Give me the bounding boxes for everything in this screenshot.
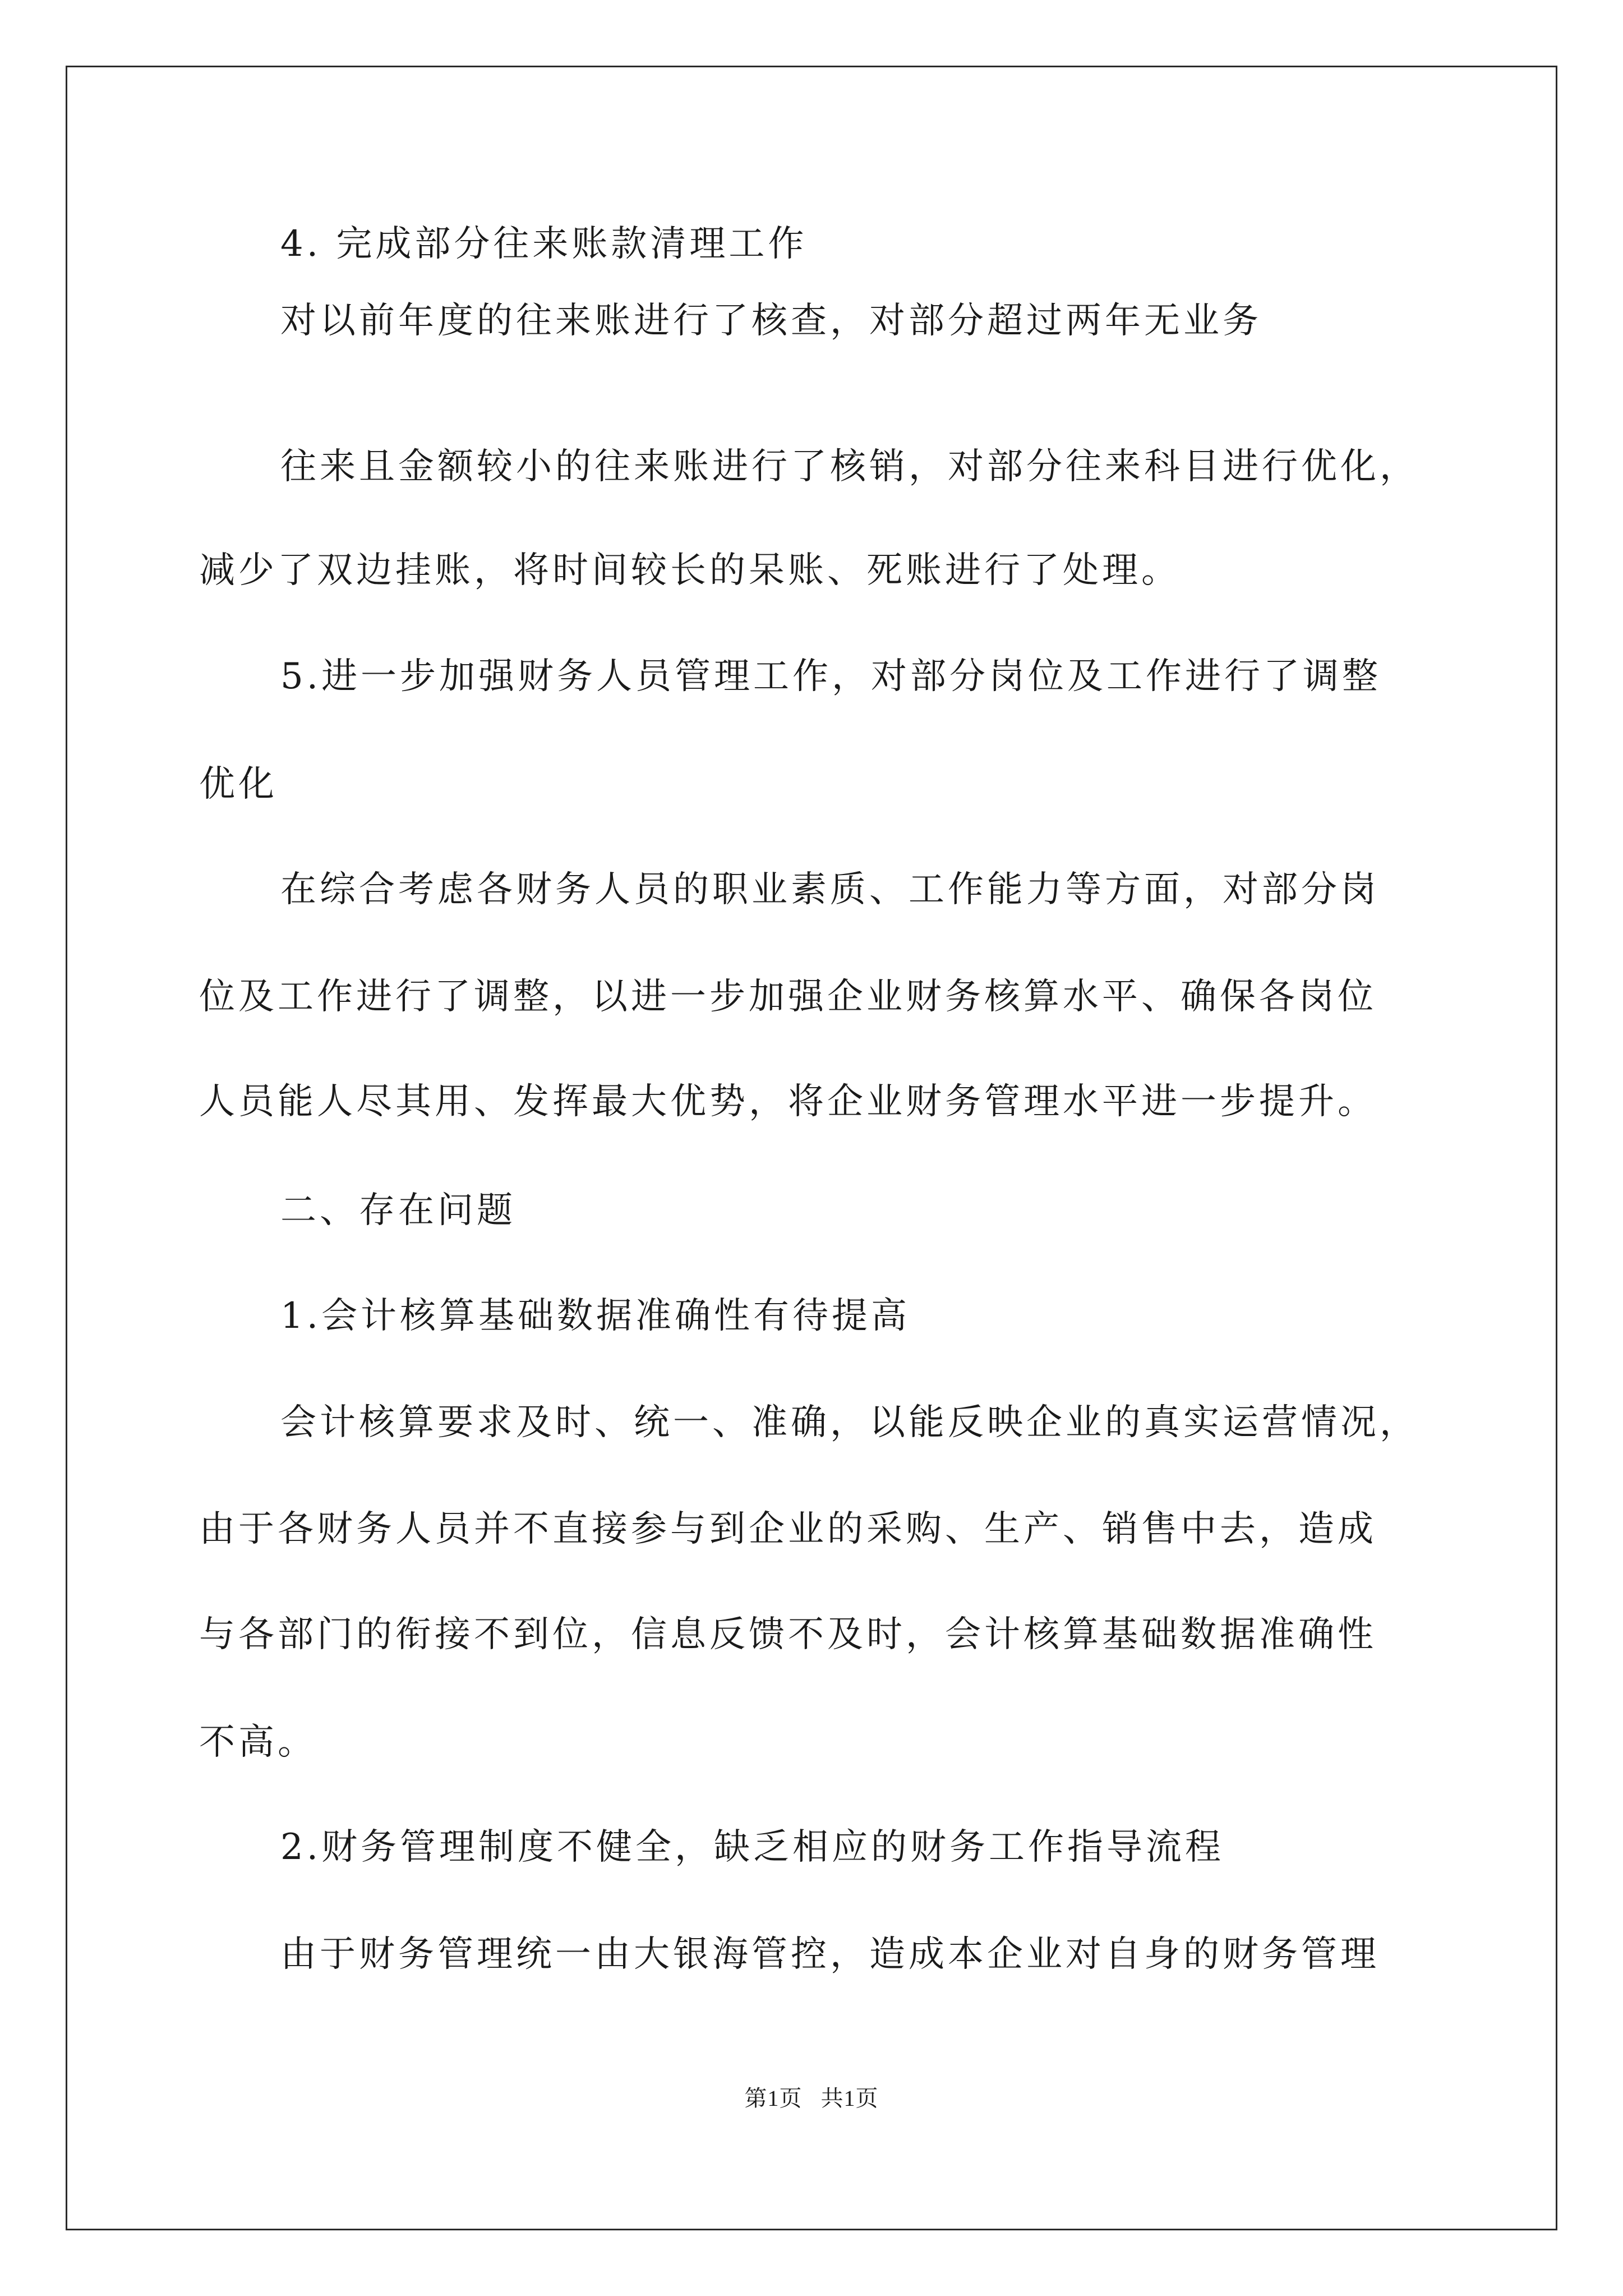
paragraph-line: 由于财务管理统一由大银海管控，造成本企业对自身的财务管理 (280, 1934, 1380, 1975)
paragraph-line: 由于各财务人员并不直接参与到企业的采购、生产、销售中去，造成 (199, 1508, 1377, 1550)
heading-item-5-continued: 优化 (199, 763, 278, 805)
paragraph-line: 往来且金额较小的往来账进行了核销，对部分往来科目进行优化， (280, 446, 1419, 487)
section-heading: 二、存在问题 (280, 1190, 516, 1231)
page-border (66, 66, 1557, 2230)
heading-item-1: 1.会计核算基础数据准确性有待提高 (280, 1295, 911, 1337)
page-number: 第1页 (744, 2086, 803, 2111)
heading-item-4: 4. 完成部分往来账款清理工作 (280, 223, 808, 265)
paragraph-line: 减少了双边挂账，将时间较长的呆账、死账进行了处理。 (199, 550, 1181, 591)
heading-item-5: 5.进一步加强财务人员管理工作，对部分岗位及工作进行了调整 (280, 656, 1382, 697)
heading-item-2: 2.财务管理制度不健全，缺乏相应的财务工作指导流程 (280, 1826, 1225, 1868)
page-total: 共1页 (820, 2086, 879, 2111)
paragraph-line: 对以前年度的往来账进行了核查，对部分超过两年无业务 (280, 300, 1262, 342)
paragraph-line: 与各部门的衔接不到位，信息反馈不及时，会计核算基础数据准确性 (199, 1614, 1377, 1655)
paragraph-line: 在综合考虑各财务人员的职业素质、工作能力等方面，对部分岗 (280, 869, 1380, 910)
page-footer (0, 2085, 1623, 2113)
paragraph-line: 人员能人尽其用、发挥最大优势，将企业财务管理水平进一步提升。 (199, 1081, 1377, 1122)
paragraph-line: 会计核算要求及时、统一、准确，以能反映企业的真实运营情况， (280, 1402, 1419, 1443)
paragraph-line: 位及工作进行了调整，以进一步加强企业财务核算水平、确保各岗位 (199, 976, 1377, 1018)
paragraph-line: 不高。 (199, 1722, 317, 1763)
